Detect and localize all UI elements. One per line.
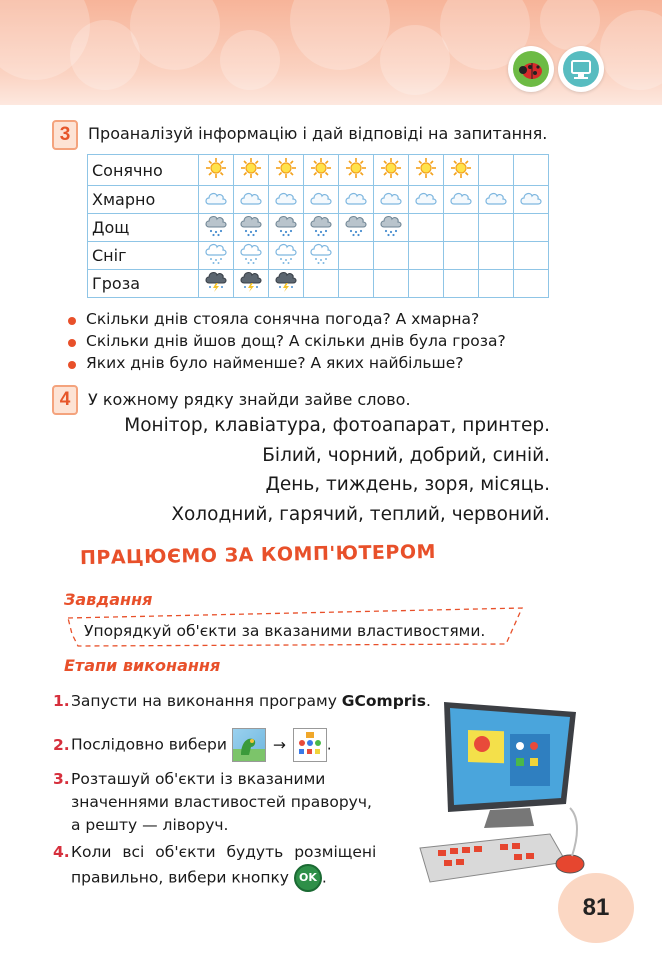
word-rows: [120, 415, 550, 533]
rain-icon: [379, 222, 403, 241]
sun-icon: [240, 164, 262, 183]
task-4-number: 4: [52, 385, 78, 415]
computer-illustration: [410, 698, 590, 888]
assignment-label: Завдання: [64, 590, 153, 609]
weather-cell: [374, 186, 409, 214]
word-row: Холодний, гарячий, теплий, червоний.: [171, 503, 550, 525]
storm-icon: [204, 278, 228, 297]
sun-icon: [275, 164, 297, 183]
weather-cell: [199, 186, 234, 214]
weather-cell: [269, 270, 304, 298]
weather-cell: [374, 155, 409, 186]
weather-cell: [269, 155, 304, 186]
weather-table: [87, 154, 549, 298]
sort-activity-icon[interactable]: [293, 728, 327, 762]
page-number: 81: [558, 873, 634, 943]
weather-cell: [479, 186, 514, 214]
task-3-number: 3: [52, 120, 78, 150]
weather-cell: [304, 270, 339, 298]
questions-list: [68, 310, 506, 376]
weather-cell: [409, 214, 444, 242]
cloud-icon: [309, 192, 333, 211]
sun-icon: [380, 164, 402, 183]
cloud-icon: [484, 192, 508, 211]
weather-cell: [269, 242, 304, 270]
section-title: ПРАЦЮЄМО ЗА КОМП'ЮТЕРОМ: [79, 540, 437, 570]
step-3: 3.Розташуй об'єкти із вказаними значеннями властивостей праворуч, а решту — ліворуч.: [53, 770, 372, 834]
stages-label: Етапи виконання: [64, 656, 221, 675]
weather-cell: [234, 186, 269, 214]
cloud-icon: [344, 192, 368, 211]
weather-cell: [339, 214, 374, 242]
weather-cell: [409, 242, 444, 270]
weather-cell: [199, 242, 234, 270]
sun-icon: [450, 164, 472, 183]
weather-cell: [374, 242, 409, 270]
weather-label: Хмарно: [88, 186, 199, 214]
weather-cell: [479, 242, 514, 270]
weather-cell: [514, 186, 549, 214]
weather-cell: [234, 242, 269, 270]
weather-cell: [514, 155, 549, 186]
cloud-icon: [239, 192, 263, 211]
sun-icon: [345, 164, 367, 183]
word-row: Білий, чорний, добрий, синій.: [262, 444, 550, 466]
weather-cell: [479, 214, 514, 242]
snow-icon: [239, 250, 263, 269]
weather-cell: [514, 214, 549, 242]
weather-cell: [234, 270, 269, 298]
weather-cell: [304, 242, 339, 270]
computer-badge: [558, 46, 604, 92]
task-4-text: У кожному рядку знайди зайве слово.: [88, 390, 411, 409]
weather-cell: [234, 155, 269, 186]
weather-cell: [444, 155, 479, 186]
weather-cell: [444, 270, 479, 298]
gcompris-category-icon[interactable]: [232, 728, 266, 762]
step-2: 2.Послідовно вибери → .: [53, 728, 332, 762]
weather-cell: [514, 270, 549, 298]
weather-row: [88, 155, 549, 186]
step-1: 1.Запусти на виконання програму GCompris.: [53, 692, 431, 710]
weather-cell: [479, 270, 514, 298]
cloud-icon: [379, 192, 403, 211]
weather-row: [88, 270, 549, 298]
weather-cell: [409, 186, 444, 214]
weather-row: [88, 186, 549, 214]
word-row: Монітор, клавіатура, фотоапарат, принтер.: [124, 415, 550, 436]
weather-cell: [409, 270, 444, 298]
sun-icon: [205, 164, 227, 183]
rain-icon: [239, 222, 263, 241]
ladybug-badge: [508, 46, 554, 92]
weather-cell: [199, 214, 234, 242]
weather-cell: [479, 155, 514, 186]
sun-icon: [310, 164, 332, 183]
cloud-icon: [519, 192, 543, 211]
storm-icon: [274, 278, 298, 297]
weather-cell: [339, 270, 374, 298]
ladybug-icon: [513, 51, 549, 87]
storm-icon: [239, 278, 263, 297]
weather-cell: [339, 186, 374, 214]
rain-icon: [309, 222, 333, 241]
question-item: Скільки днів йшов дощ? А скільки днів була гроза?: [68, 332, 506, 354]
assignment-text: Упорядкуй об'єкти за вказаними властивостями.: [84, 622, 486, 640]
weather-cell: [304, 155, 339, 186]
weather-cell: [444, 186, 479, 214]
weather-row: [88, 214, 549, 242]
sun-icon: [415, 164, 437, 183]
weather-label: Гроза: [88, 270, 199, 298]
cloud-icon: [414, 192, 438, 211]
rain-icon: [344, 222, 368, 241]
weather-cell: [234, 214, 269, 242]
rain-icon: [274, 222, 298, 241]
monitor-icon: [563, 51, 599, 87]
weather-row: [88, 242, 549, 270]
snow-icon: [274, 250, 298, 269]
weather-cell: [269, 186, 304, 214]
weather-cell: [199, 270, 234, 298]
snow-icon: [309, 250, 333, 269]
gcompris-name: GCompris: [341, 692, 426, 710]
task-3-text: Проаналізуй інформацію і дай відповіді на запитання.: [88, 124, 548, 143]
weather-label: Сніг: [88, 242, 199, 270]
cloud-icon: [449, 192, 473, 211]
weather-cell: [514, 242, 549, 270]
weather-cell: [374, 270, 409, 298]
weather-cell: [269, 214, 304, 242]
weather-cell: [444, 214, 479, 242]
question-item: Яких днів було найменше? А яких найбільше?: [68, 354, 506, 376]
weather-label: Сонячно: [88, 155, 199, 186]
cloud-icon: [274, 192, 298, 211]
weather-cell: [304, 186, 339, 214]
weather-cell: [409, 155, 444, 186]
ok-button[interactable]: OK: [294, 864, 322, 892]
weather-cell: [304, 214, 339, 242]
rain-icon: [204, 222, 228, 241]
step-4: 4.Коли всі об'єкти будуть розміщені правильно, вибери кнопку OK .: [53, 841, 376, 892]
cloud-icon: [204, 192, 228, 211]
page-header: [0, 0, 662, 105]
weather-cell: [339, 242, 374, 270]
snow-icon: [204, 250, 228, 269]
weather-cell: [444, 242, 479, 270]
question-item: Скільки днів стояла сонячна погода? А хмарна?: [68, 310, 506, 332]
weather-cell: [374, 214, 409, 242]
weather-label: Дощ: [88, 214, 199, 242]
weather-cell: [339, 155, 374, 186]
weather-cell: [199, 155, 234, 186]
word-row: День, тиждень, зоря, місяць.: [265, 474, 550, 495]
